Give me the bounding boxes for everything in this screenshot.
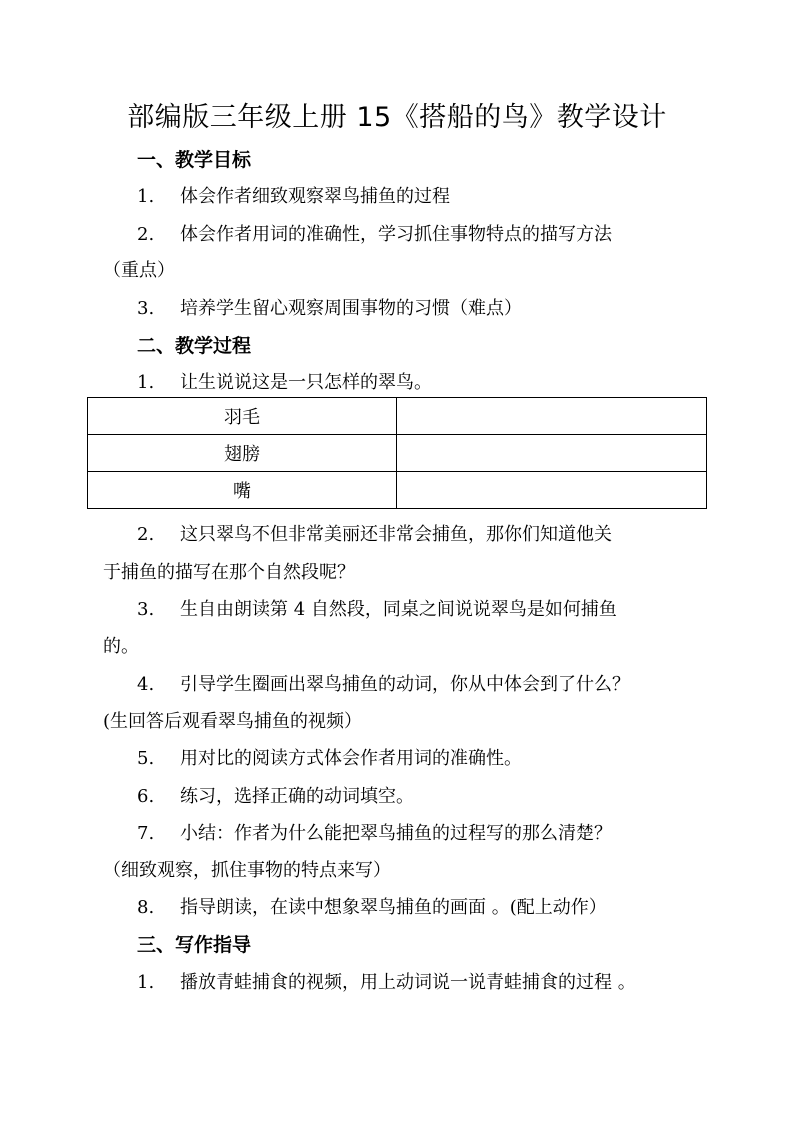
process-item-4-continued: (生回答后观看翠鸟捕鱼的视频） bbox=[103, 711, 363, 732]
table-cell-label: 翅膀 bbox=[88, 435, 397, 472]
process-item-3 bbox=[137, 598, 617, 622]
table-row bbox=[88, 398, 707, 435]
table-row bbox=[88, 435, 707, 472]
process-item-8 bbox=[137, 896, 607, 920]
table-cell-label: 嘴 bbox=[88, 472, 397, 509]
kingfisher-features-table bbox=[87, 397, 707, 509]
section-heading-writing: 三、写作指导 bbox=[137, 934, 252, 956]
item-number: 1. bbox=[137, 972, 155, 993]
page-title: 部编版三年级上册 15《搭船的鸟》教学设计 bbox=[127, 102, 667, 133]
item-text: 这只翠鸟不但非常美丽还非常会捕鱼，那你们知道他关 bbox=[180, 524, 612, 545]
table-cell-value bbox=[397, 398, 707, 435]
item-text: 体会作者细致观察翠鸟捕鱼的过程 bbox=[180, 186, 450, 207]
process-item-2-continued: 于捕鱼的描写在那个自然段呢？ bbox=[103, 562, 355, 583]
process-item-2 bbox=[137, 523, 612, 547]
item-text: 练习，选择正确的动词填空。 bbox=[180, 786, 414, 807]
item-text: 播放青蛙捕食的视频，用上动词说一说青蛙捕食的过程 。 bbox=[180, 972, 636, 993]
section-heading-objectives: 一、教学目标 bbox=[137, 149, 252, 171]
process-item-6 bbox=[137, 785, 414, 809]
item-number: 3. bbox=[137, 599, 155, 620]
item-number: 4. bbox=[137, 674, 155, 695]
objective-item-3 bbox=[137, 297, 522, 321]
process-item-7-continued: （细致观察，抓住事物的特点来写） bbox=[103, 860, 391, 881]
process-item-1 bbox=[137, 371, 432, 395]
item-text: 指导朗读，在读中想象翠鸟捕鱼的画面 。(配上动作） bbox=[180, 897, 607, 918]
item-number: 5. bbox=[137, 748, 155, 769]
item-number: 2. bbox=[137, 224, 155, 245]
process-item-5 bbox=[137, 747, 522, 771]
table-cell-label: 羽毛 bbox=[88, 398, 397, 435]
section-heading-process: 二、教学过程 bbox=[137, 335, 252, 357]
table-cell-value bbox=[397, 435, 707, 472]
item-number: 2. bbox=[137, 524, 155, 545]
item-text: 引导学生圈画出翠鸟捕鱼的动词，你从中体会到了什么？ bbox=[180, 674, 630, 695]
table-row bbox=[88, 472, 707, 509]
item-number: 1. bbox=[137, 186, 155, 207]
item-text: 小结：作者为什么能把翠鸟捕鱼的过程写的那么清楚？ bbox=[180, 823, 612, 844]
writing-item-1 bbox=[137, 971, 636, 995]
item-text: 生自由朗读第 4 自然段，同桌之间说说翠鸟是如何捕鱼 bbox=[180, 599, 617, 620]
item-number: 8. bbox=[137, 897, 155, 918]
process-item-7 bbox=[137, 822, 612, 846]
item-text: 体会作者用词的准确性，学习抓住事物特点的描写方法 bbox=[180, 224, 612, 245]
objective-item-2-continued: （重点） bbox=[103, 260, 175, 281]
item-number: 3. bbox=[137, 298, 155, 319]
objective-item-2 bbox=[137, 223, 612, 247]
item-number: 6. bbox=[137, 786, 155, 807]
process-item-3-continued: 的。 bbox=[103, 636, 139, 657]
item-text: 让生说说这是一只怎样的翠鸟。 bbox=[180, 372, 432, 393]
item-text: 培养学生留心观察周围事物的习惯（难点） bbox=[180, 298, 522, 319]
item-text: 用对比的阅读方式体会作者用词的准确性。 bbox=[180, 748, 522, 769]
item-number: 7. bbox=[137, 823, 155, 844]
table-cell-value bbox=[397, 472, 707, 509]
process-item-4 bbox=[137, 673, 630, 697]
objective-item-1 bbox=[137, 185, 450, 209]
item-number: 1. bbox=[137, 372, 155, 393]
